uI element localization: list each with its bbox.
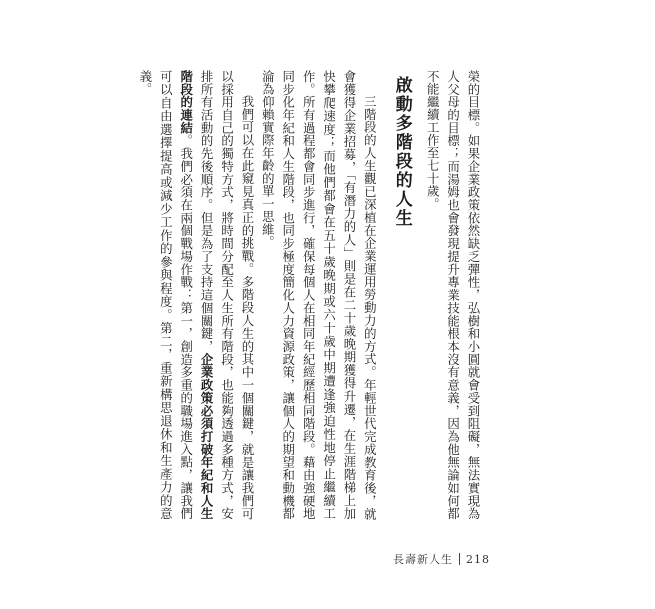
paragraph-challenge-part-a: 我們可以在此窺見真正的挑戰。多階段人生的其中一個關鍵，就是讓我們可以採用自己的獨特方式，將時間分配至人生所有階段，也能夠透過多種方式，安排所有活動的先後順序。但是為了支持這個關鍵， — [199, 70, 255, 520]
section-heading: 啟動多階段的人生 — [391, 76, 412, 228]
paragraph-challenge-part-b: 。我們必須在兩個戰場作戰：第一，創造多重的職場進入點，讓我們可以自由選擇提高或減少工作的參與程度。第二，重新構思退休和生產力的意義。 — [137, 70, 194, 521]
paragraph-challenge — [135, 70, 257, 520]
page-number: 218 — [466, 552, 490, 566]
body-text — [137, 70, 483, 521]
paragraph-challenge-emphasis: 企業政策必須打破年紀和人生階段的連結 — [178, 70, 215, 521]
footer-divider — [459, 553, 460, 565]
paragraph-three-stage: 三階段的人生觀已深植在企業運用勞動力的方式。年輕世代完成教育後，就會獲得企業招募，「有潛力的人」則是在二十歲晚期獲得升遷，在生涯階梯上加快攀爬速度；而他們都會在五十歲晚期或六十歲中期遭逢強迫性地停止繼續工作。所有過程都會同步進行，確保每個人在相同年紀經歷相同階段。藉由強硬地同步化年紀和人生階段，也同步極度簡化人力資源政策，讓個人的期望和動機都淪為仰賴實際年齡的單一思維。 — [260, 70, 378, 520]
footer-book-title: 長壽新人生 — [393, 553, 453, 566]
paragraph-continuation: 榮的目標。如果企業政策依然缺乏彈性，弘樹和小圓就會受到阻礙，無法實現為人父母的目標；而湯姆也會發現提升專業技能根本沒有意義，因為他無論如何都不能繼續工作至七十歲。 — [425, 70, 481, 520]
page-footer — [393, 551, 490, 567]
